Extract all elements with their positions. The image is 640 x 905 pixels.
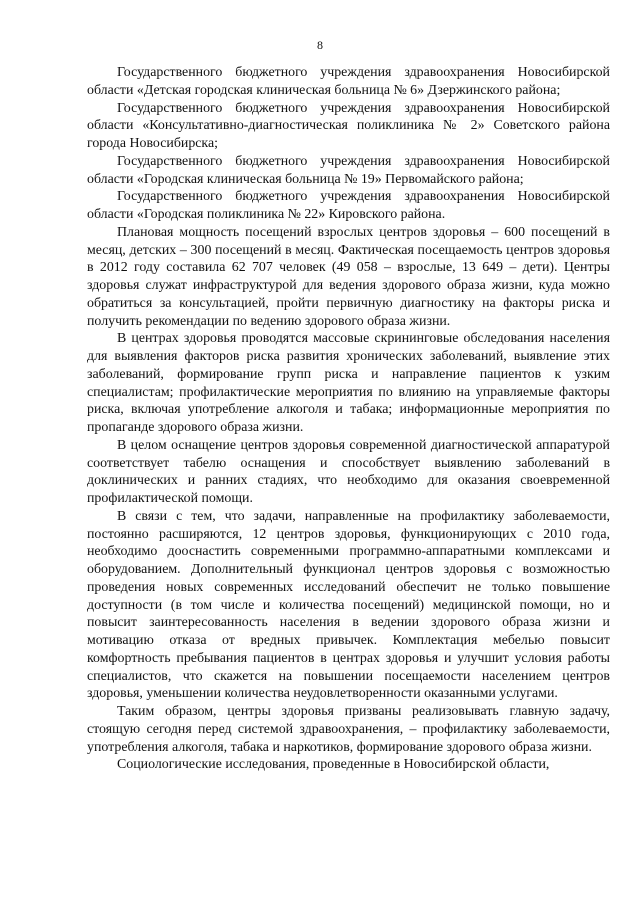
paragraph-equipment: В целом оснащение центров здоровья современной диагностической аппаратурой соответствует табелю оснащения и способствует выявлению заболеваний в доклинических и ранних стадиях, что необходимо для оказания своевременной профилактической помощи. [87, 437, 610, 506]
paragraph-institution-3: Государственного бюджетного учреждения здравоохранения Новосибирской области «Городская клиническая больница № 19» Первомайского района; [87, 153, 610, 187]
paragraph-sociological: Социологические исследования, проведенные в Новосибирской области, [117, 757, 550, 773]
document-body [87, 64, 610, 774]
paragraph-expansion: В связи с тем, что задачи, направленные на профилактику заболеваемости, постоянно расширяются, 12 центров здоровья, функционирующих с 2010 года, необходимо дооснастить современными программно-аппаратными комплексами и оборудованием. Дополнительный функционал центров здоровья с возможностью проведения новых современных исследований обеспечит не только повышение доступности (в том числе и количества посещений) медицинской помощи, но и повысит заинтересованность населения в ведении здорового образа жизни и мотивацию отказа от вредных привычек. Комплектация мебелью повысит комфортность пребывания пациентов в центрах здоровья и улучшит условия работы специалистов, что скажется на повышении посещаемости населением центров здоровья, уменьшении количества неудовлетворенности оказанными услугами. [87, 508, 610, 702]
paragraph-capacity: Плановая мощность посещений взрослых центров здоровья – 600 посещений в месяц, детских – 300 посещений в месяц. Фактическая посещаемость центров здоровья в 2012 году составила 62 707 человек (49 058 – взрослые, 13 649 – дети). Центры здоровья служат инфраструктурой для ведения здорового образа жизни, куда можно обратиться за консультацией, пройти первичную диагностику на факторы риска и получить рекомендации по ведению здорового образа жизни. [87, 224, 610, 329]
paragraph-institution-4: Государственного бюджетного учреждения здравоохранения Новосибирской области «Городская поликлиника № 22» Кировского района. [87, 189, 610, 222]
paragraph-institution-1: Государственного бюджетного учреждения здравоохранения Новосибирской области «Детская городская клиническая больница № 6» Дзержинского района; [87, 65, 610, 98]
paragraph-screening: В центрах здоровья проводятся массовые скрининговые обследования населения для выявления факторов риска развития хронических заболеваний, выявление этих заболеваний, формирование групп риска и направление пациентов к узким специалистам; профилактические мероприятия по влиянию на управляемые факторы риска, включая употребление алкоголя и табака; информационные мероприятия по пропаганде здорового образа жизни. [87, 331, 610, 435]
paragraph-conclusion: Таким образом, центры здоровья призваны реализовывать главную задачу, стоящую сегодня перед системой здравоохранения, – профилактику заболеваемости, употребления алкоголя, табака и наркотиков, формирование здорового образа жизни. [87, 704, 610, 755]
page-number: 8 [317, 38, 323, 52]
paragraph-institution-2: Государственного бюджетного учреждения здравоохранения Новосибирской области «Консультативно-диагностическая поликлиника № 2» Советского района города Новосибирска; [87, 100, 610, 151]
